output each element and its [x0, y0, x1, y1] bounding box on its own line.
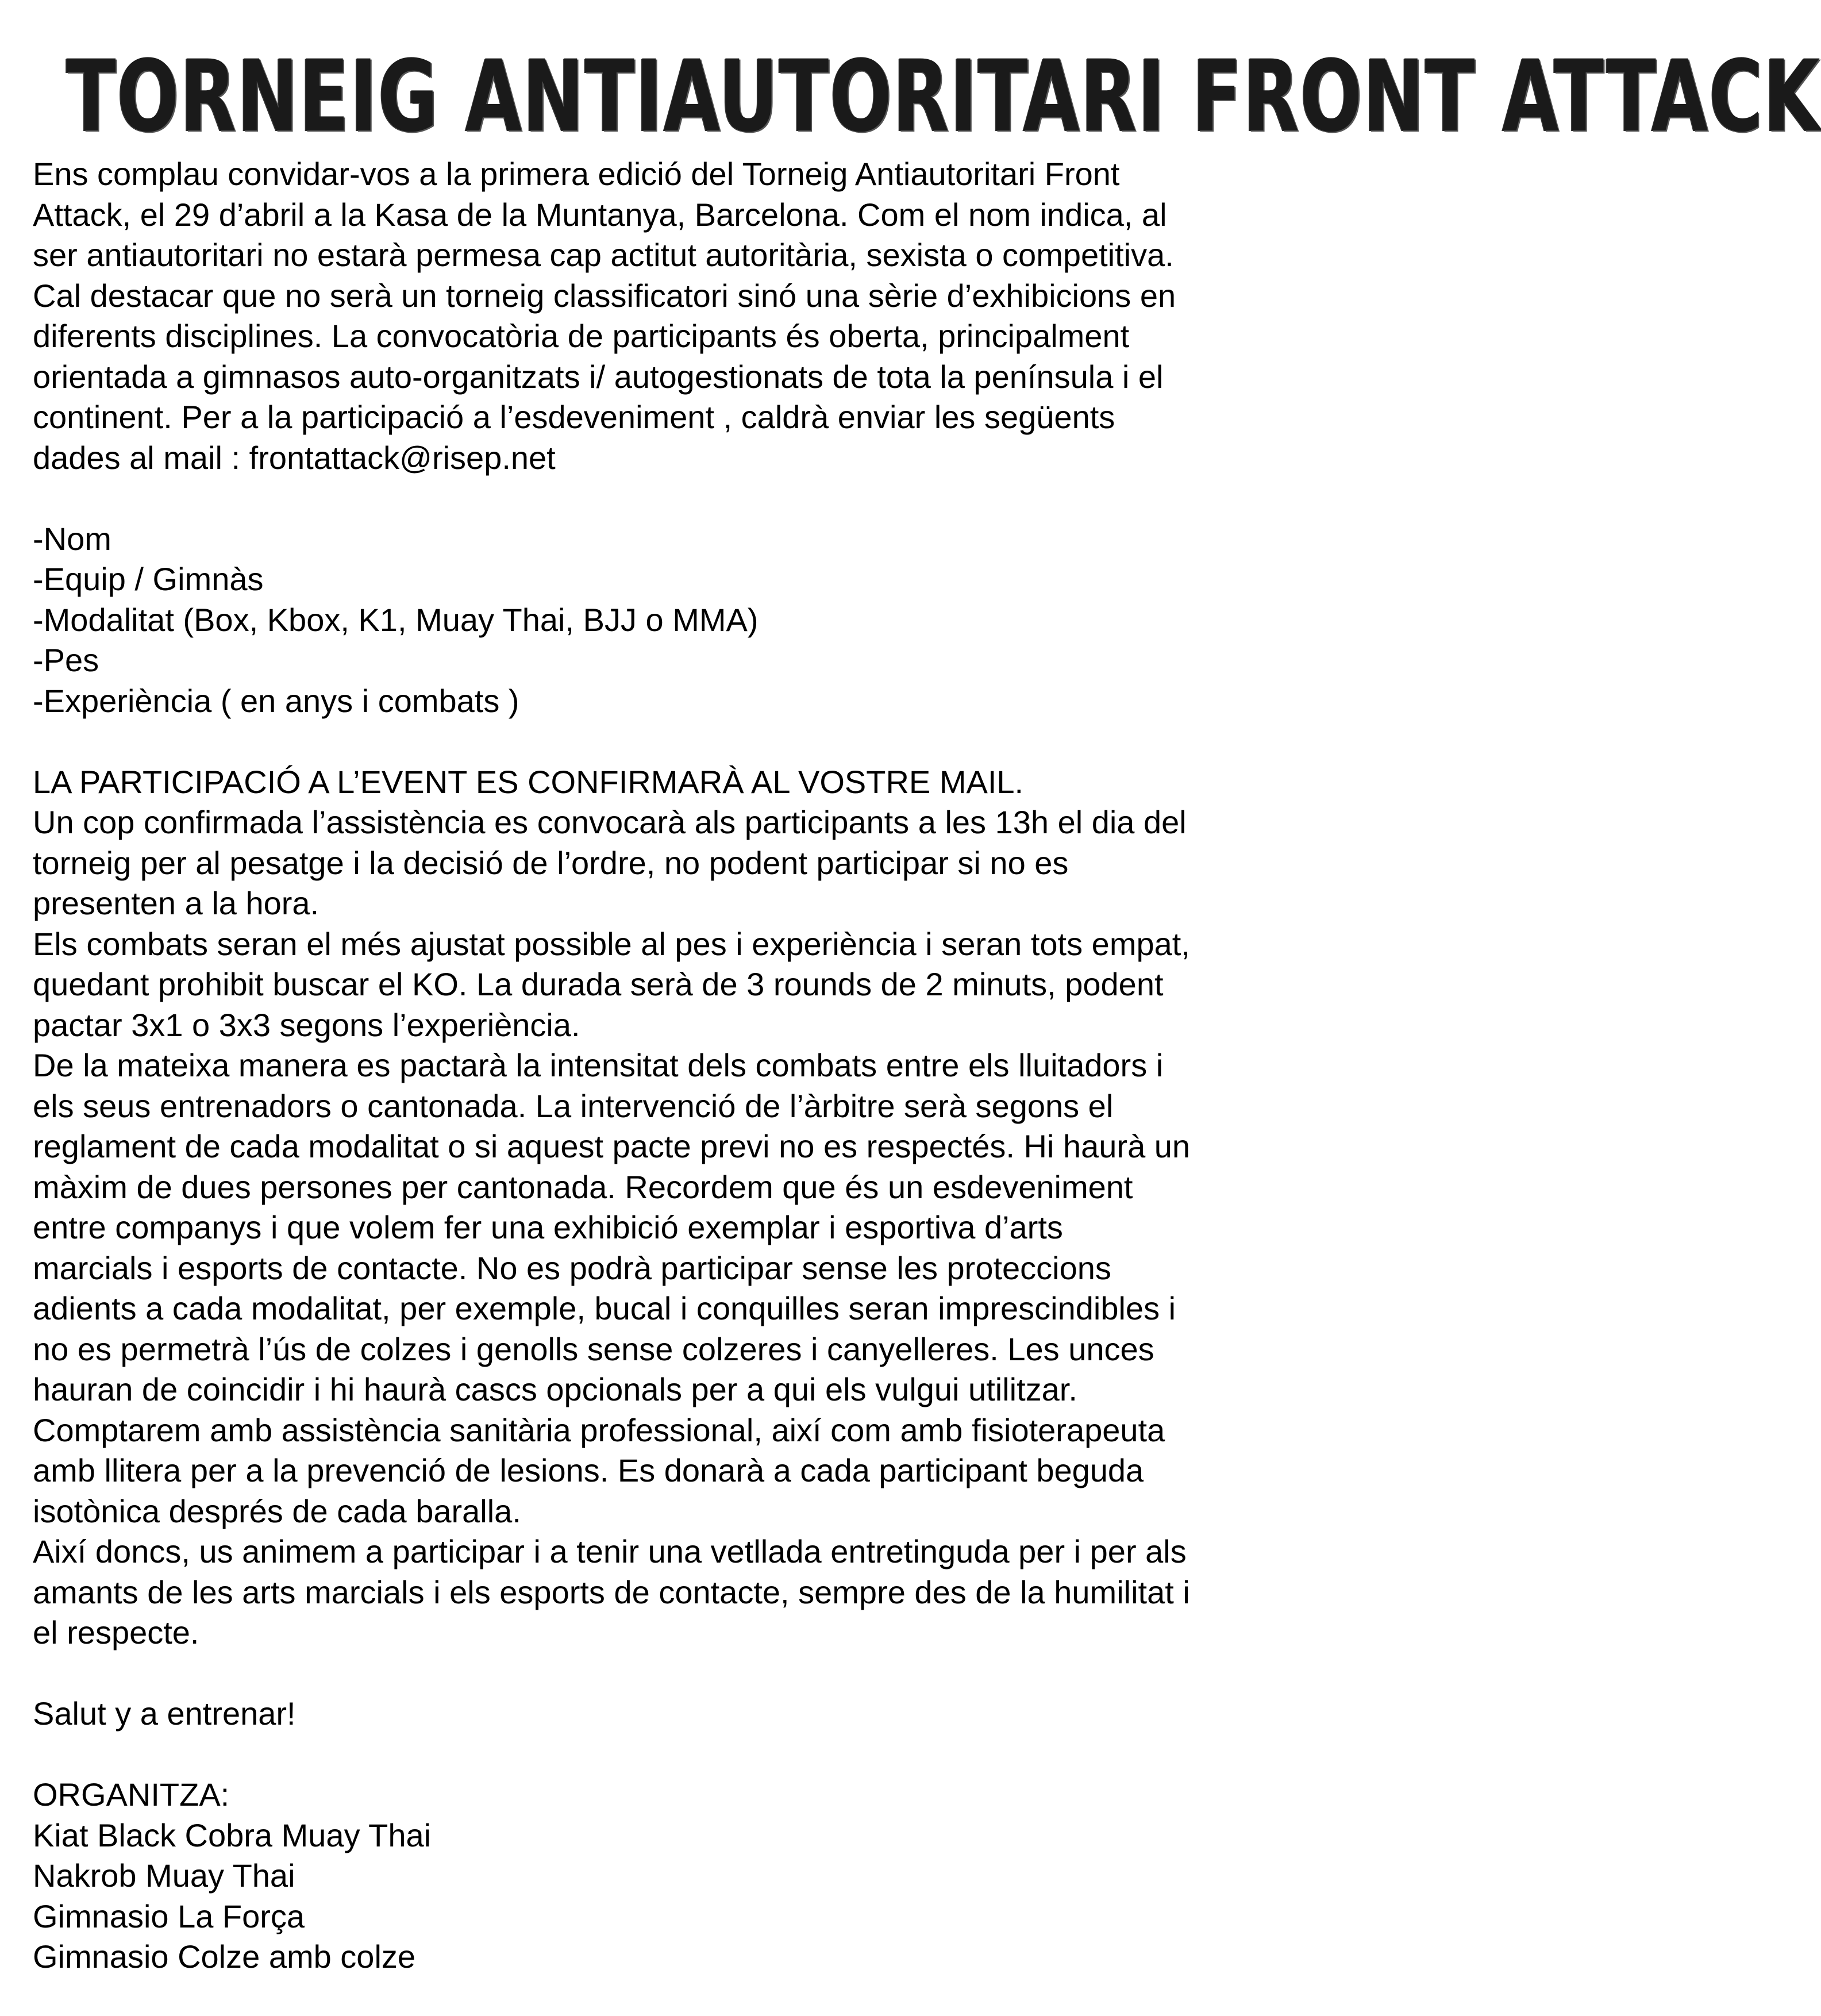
text-line: -Modalitat (Box, Kbox, K1, Muay Thai, BJJ o MMA) — [33, 601, 759, 638]
text-line: Salut y a entrenar! — [33, 1695, 296, 1732]
text-line: Un cop confirmada l’assistència es convocarà als participants a les 13h el dia del — [33, 804, 1187, 840]
document-body — [33, 154, 1412, 1977]
text-line: no es permetrà l’ús de colzes i genolls sense colzeres i canyelleres. Les unces — [33, 1330, 1154, 1367]
paragraph-spacer — [33, 478, 1412, 519]
text-line: dades al mail : frontattack@risep.net — [33, 439, 556, 476]
text-line: els seus entrenadors o cantonada. La intervenció de l’àrbitre serà segons el — [33, 1087, 1114, 1124]
text-line: -Nom — [33, 520, 111, 557]
text-line: Kiat Black Cobra Muay Thai — [33, 1817, 432, 1853]
text-line: De la mateixa manera es pactarà la intensitat dels combats entre els lluitadors i — [33, 1047, 1164, 1083]
text-line: diferents disciplines. La convocatòria de participants és oberta, principalment — [33, 318, 1130, 354]
text-line: ORGANITZA: — [33, 1776, 230, 1813]
text-line: Attack, el 29 d’abril a la Kasa de la Muntanya, Barcelona. Com el nom indica, al — [33, 196, 1167, 233]
text-line: màxim de dues persones per cantonada. Recordem que és un esdeveniment — [33, 1168, 1133, 1205]
text-line: amb llitera per a la prevenció de lesions. Es donarà a cada participant beguda — [33, 1452, 1144, 1488]
text-line: presenten a la hora. — [33, 885, 319, 921]
text-line: -Pes — [33, 642, 99, 678]
text-line: amants de les arts marcials i els esports de contacte, sempre des de la humilitat i — [33, 1573, 1190, 1610]
paragraph-spacer — [33, 721, 1412, 762]
text-line: marcials i esports de contacte. No es podrà participar sense les proteccions — [33, 1249, 1111, 1286]
text-line: Cal destacar que no serà un torneig classificatori sinó una sèrie d’exhibicions en — [33, 277, 1176, 314]
text-line: -Experiència ( en anys i combats ) — [33, 682, 519, 719]
page-title: TORNEIG ANTIAUTORITARI FRONT ATTACK — [66, 39, 1821, 154]
text-line: Gimnasio Colze amb colze — [33, 1938, 416, 1975]
text-line: entre companys i que volem fer una exhibició exemplar i esportiva d’arts — [33, 1209, 1063, 1245]
text-line: el respecte. — [33, 1614, 199, 1650]
text-line: LA PARTICIPACIÓ A L’EVENT ES CONFIRMARÀ AL VOSTRE MAIL. — [33, 763, 1024, 800]
text-line: reglament de cada modalitat o si aquest pacte previ no es respectés. Hi haurà un — [33, 1128, 1191, 1164]
text-line: quedant prohibit buscar el KO. La durada serà de 3 rounds de 2 minuts, podent — [33, 966, 1164, 1002]
text-line: isotònica després de cada baralla. — [33, 1492, 521, 1529]
text-line: adients a cada modalitat, per exemple, bucal i conquilles seran imprescindibles i — [33, 1290, 1176, 1326]
text-line: Els combats seran el més ajustat possible al pes i experiència i seran tots empat, — [33, 925, 1190, 962]
paragraph-spacer — [33, 1653, 1412, 1694]
text-line: Comptarem amb assistència sanitària professional, així com amb fisioterapeuta — [33, 1411, 1165, 1448]
paragraph-spacer — [33, 1734, 1412, 1775]
text-line: continent. Per a la participació a l’esdeveniment , caldrà enviar les següents — [33, 399, 1115, 435]
text-line: ser antiautoritari no estarà permesa cap actitut autoritària, sexista o competitiva. — [33, 237, 1174, 273]
text-line: Ens complau convidar-vos a la primera edició del Torneig Antiautoritari Front — [33, 156, 1120, 192]
text-line: hauran de coincidir i hi haurà cascs opcionals per a qui els vulgui utilitzar. — [33, 1371, 1077, 1407]
text-line: orientada a gimnasos auto-organitzats i/ autogestionats de tota la península i el — [33, 358, 1164, 395]
text-line: pactar 3x1 o 3x3 segons l’experiència. — [33, 1006, 580, 1043]
text-line: Gimnasio La Força — [33, 1898, 305, 1934]
text-line: -Equip / Gimnàs — [33, 561, 264, 597]
text-line: Nakrob Muay Thai — [33, 1857, 295, 1894]
text-line: Així doncs, us animem a participar i a tenir una vetllada entretinguda per i per als — [33, 1533, 1187, 1569]
text-line: torneig per al pesatge i la decisió de l’ordre, no podent participar si no es — [33, 844, 1069, 881]
